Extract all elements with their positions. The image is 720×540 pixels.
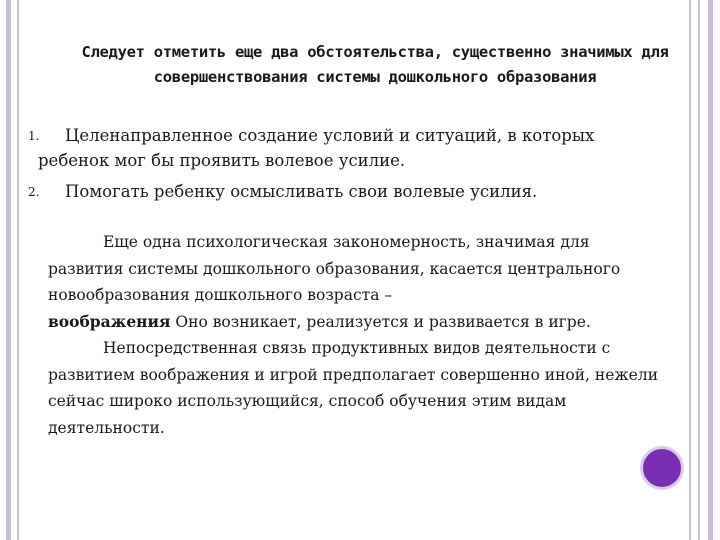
left-border-thick [6, 0, 11, 540]
paragraph-1-bold-term: воображения [48, 311, 171, 331]
right-border-thin-inner [698, 0, 700, 540]
paragraph-1 [48, 229, 666, 335]
right-border-thick [708, 0, 713, 540]
paragraph-1-tail: Оно возникает, реализуется и развивается в игре. [170, 312, 591, 331]
body-text [48, 229, 666, 441]
list-item-text [64, 179, 668, 204]
list-item [28, 179, 668, 204]
slide-title: Следует отметить еще два обстоятельства, существенно значимых для совершенствования системы дошкольного образования [81, 43, 669, 86]
left-border-thin [17, 0, 19, 540]
paragraph-1-text: Еще одна психологическая закономерность, значимая для развития системы дошкольного образования, касается центрального новообразования дошкольного возраста – [48, 233, 621, 304]
list-item-first-line: Помогать ребенку осмысливать свои волевые усилия. [65, 182, 538, 201]
list-item [28, 123, 668, 173]
list-item-first-line: Целенаправленное создание условий и ситуаций, в которых [65, 126, 595, 145]
numbered-list [28, 123, 668, 204]
list-item-text [38, 123, 668, 173]
list-item-continuation: ребенок мог бы проявить волевое усилие. [38, 151, 406, 170]
list-item-number: 2. [28, 185, 40, 199]
decorative-circle-icon [640, 446, 684, 490]
paragraph-2: Непосредственная связь продуктивных видов деятельности с развитием воображения и игрой предполагает совершенно иной, нежели сейчас широко использующийся, способ обучения этим видам деятельности. [48, 339, 659, 437]
list-item-number: 1. [28, 129, 40, 143]
